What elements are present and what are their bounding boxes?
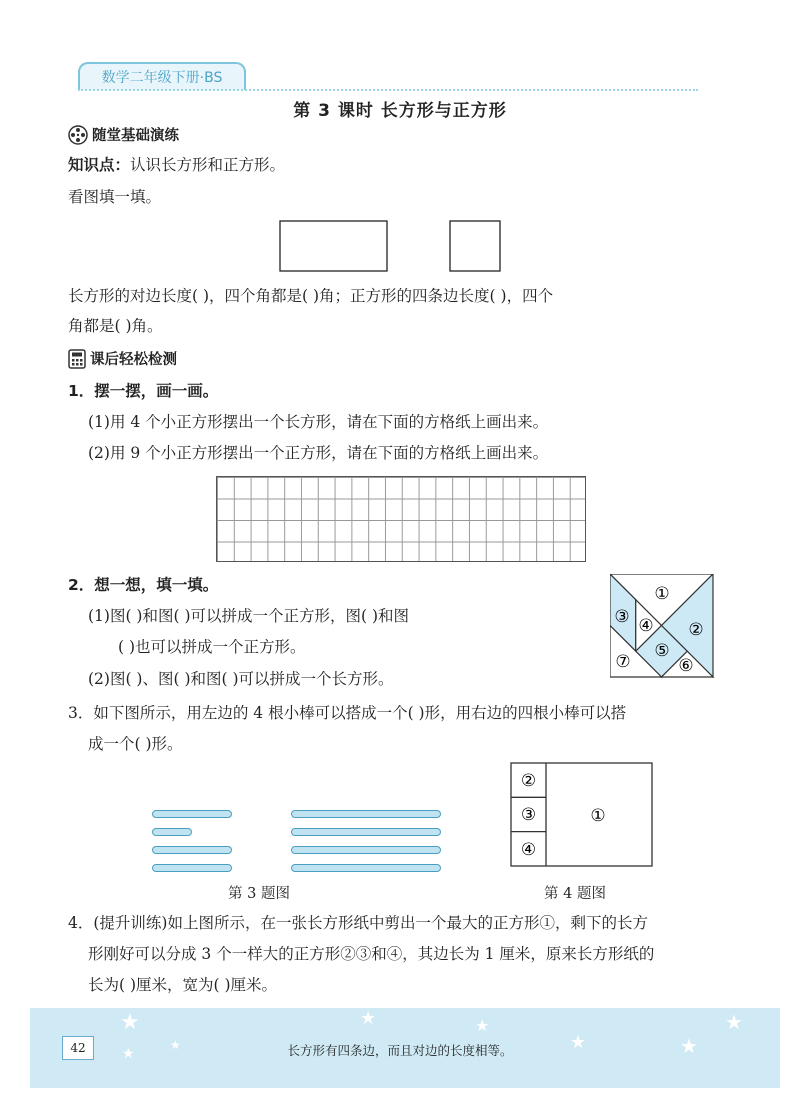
q1-sub2: (2)用 9 个小正方形摆出一个正方形，请在下面的方格纸上画出来。: [88, 444, 549, 462]
square-label-3: ③: [520, 805, 537, 825]
calculator-icon: [68, 349, 86, 369]
section-heading-label: 课后轻松检测: [90, 352, 177, 368]
tangram-label-4: ④: [638, 616, 654, 636]
section1-fill-line2: 角都是( )角。: [68, 317, 163, 335]
tangram-label-7: ⑦: [615, 652, 631, 672]
knowledge-label: 知识点：: [68, 156, 131, 174]
book-series-tab: 数学二年级下册·BS: [78, 62, 246, 90]
section-heading-label: 随堂基础演练: [92, 128, 179, 144]
star-icon: ★: [170, 1038, 181, 1052]
stick-long: [291, 864, 441, 872]
stick-short: [152, 810, 232, 818]
rectangle-shape: [280, 221, 387, 271]
stick-long: [291, 810, 441, 818]
section-heading-after-class: [68, 348, 177, 369]
q4-line1: 4．(提升训练)如上图所示，在一张长方形纸中剪出一个最大的正方形①，剩下的长方: [68, 914, 648, 932]
stick-long: [291, 828, 441, 836]
knowledge-point: [68, 154, 285, 176]
q2-sub2: (2)图( )、图( )和图( )可以拼成一个长方形。: [88, 670, 394, 688]
sticks-figure: [148, 806, 448, 876]
shapes-figure: [270, 214, 510, 276]
q4-caption: 第 4 题图: [544, 886, 606, 902]
tangram-figure: [610, 574, 716, 678]
q2-sub1a: (1)图( )和图( )可以拼成一个正方形，图( )和图: [88, 607, 410, 625]
q3-line2: 成一个( )形。: [88, 735, 183, 753]
square-label-4: ④: [520, 840, 537, 860]
q3-line1: 3．如下图所示，用左边的 4 根小棒可以搭成一个( )形，用右边的四根小棒可以搭: [68, 704, 627, 722]
square-shape: [450, 221, 500, 271]
square-cut-figure: [510, 762, 654, 868]
page-title: 第 3 课时 长方形与正方形: [293, 101, 507, 121]
q3-caption: 第 3 题图: [228, 886, 290, 902]
tangram-label-3: ③: [614, 607, 630, 627]
knowledge-text: 认识长方形和正方形。: [130, 156, 286, 174]
star-icon: ★: [120, 1010, 140, 1035]
tangram-label-5: ⑤: [654, 641, 670, 661]
grid-paper[interactable]: [216, 476, 586, 562]
tangram-label-6: ⑥: [678, 656, 694, 676]
q2-sub1b: ( )也可以拼成一个正方形。: [118, 638, 306, 656]
page-number: 42: [62, 1036, 94, 1060]
stick-short: [152, 846, 232, 854]
square-label-1: ①: [590, 806, 606, 826]
q1-sub1: (1)用 4 个小正方形摆出一个长方形，请在下面的方格纸上画出来。: [88, 413, 549, 431]
stick-short: [152, 864, 232, 872]
section1-fill-line1: 长方形的对边长度( )，四个角都是( )角；正方形的四条边长度( )，四个: [68, 287, 554, 305]
section-heading-basic: [68, 124, 179, 145]
square-label-2: ②: [520, 771, 537, 791]
stick-short: [152, 828, 192, 836]
star-icon: ★: [122, 1046, 135, 1062]
q1-title: 1．摆一摆，画一画。: [68, 382, 219, 400]
footer-note: 长方形有四条边，而且对边的长度相等。: [287, 1043, 513, 1058]
tangram-label-2: ②: [688, 620, 704, 640]
q2-title: 2．想一想，填一填。: [68, 576, 219, 594]
header-divider: [78, 89, 698, 91]
section1-prompt: 看图填一填。: [68, 188, 162, 206]
q4-line2: 形刚好可以分成 3 个一样大的正方形②③和④，其边长为 1 厘米，原来长方形纸的: [88, 945, 655, 963]
star-icon: ★: [360, 1008, 377, 1029]
film-reel-icon: [68, 125, 88, 145]
tangram-label-1: ①: [654, 584, 670, 604]
star-icon: ★: [475, 1016, 490, 1035]
stick-long: [291, 846, 441, 854]
star-icon: ★: [680, 1034, 698, 1058]
star-icon: ★: [725, 1010, 743, 1034]
star-icon: ★: [570, 1032, 587, 1053]
q4-line3: 长为( )厘米，宽为( )厘米。: [88, 976, 278, 994]
